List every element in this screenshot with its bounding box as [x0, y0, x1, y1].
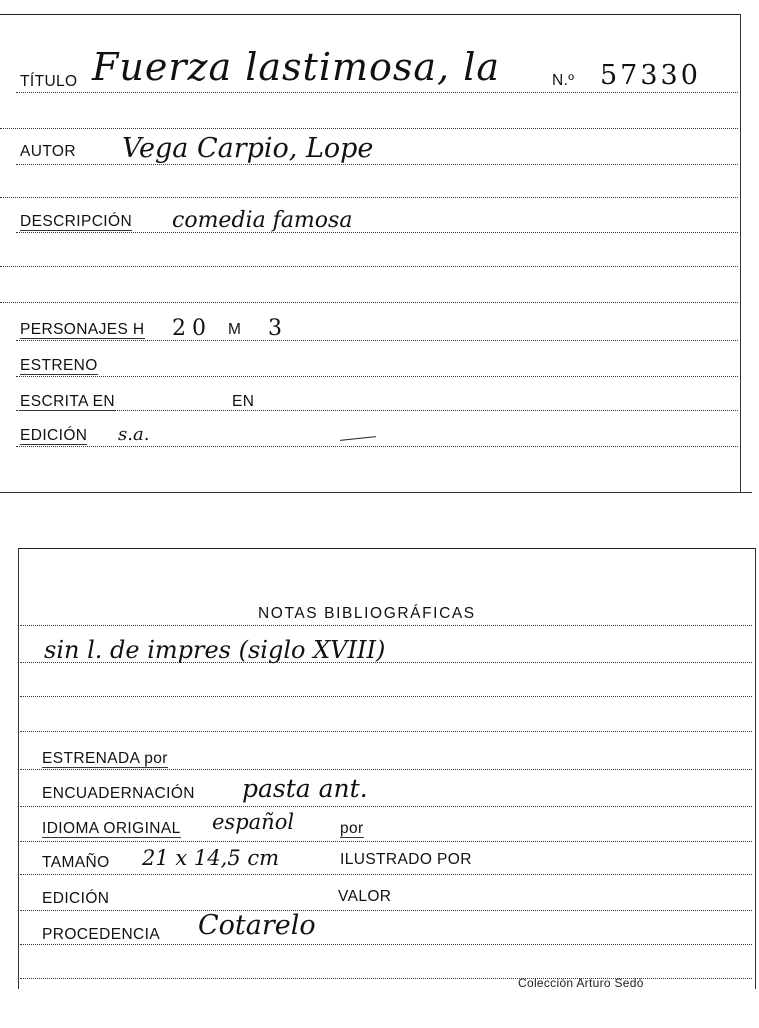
provenance-label: PROCEDENCIA [42, 926, 161, 943]
rule-premiere [16, 376, 738, 377]
number-value: 57330 [600, 60, 701, 91]
characters-women-value: 3 [268, 316, 282, 341]
characters-label: PERSONAJES H [20, 321, 145, 338]
title-label: TÍTULO [20, 73, 78, 90]
original-language-label: IDIOMA ORIGINAL [42, 820, 181, 837]
written-in-label: EN [232, 393, 255, 410]
original-language-value: español [212, 810, 295, 834]
premiere-label: ESTRENO [20, 357, 98, 374]
rule-original-language [20, 841, 752, 842]
characters-women-label: M [228, 321, 242, 338]
rule-size [20, 874, 752, 875]
number-label: N.º [552, 72, 575, 89]
rule-notes-3 [20, 731, 752, 732]
collection-footer: Colección Arturo Sedó [518, 976, 644, 990]
rule-description-3 [0, 302, 738, 303]
edition-label-bottom: EDICIÓN [42, 890, 110, 907]
rule-title [16, 92, 738, 93]
notes-heading: NOTAS BIBLIOGRÁFICAS [258, 605, 476, 622]
rule-author-2 [0, 197, 738, 198]
rule-provenance [20, 944, 752, 945]
illustrated-by-label: ILUSTRADO POR [340, 851, 472, 868]
author-value: Vega Carpio, Lope [122, 133, 374, 164]
rule-edition-bottom [20, 910, 752, 911]
rule-description-2 [0, 266, 738, 267]
rule-written [16, 410, 738, 411]
author-label: AUTOR [20, 143, 76, 160]
rule-title-2 [0, 128, 738, 129]
binding-label: ENCUADERNACIÓN [42, 785, 195, 802]
value-label: VALOR [338, 888, 392, 905]
edition-label-top: EDICIÓN [20, 427, 88, 444]
card-top-bottom-edge [0, 492, 752, 493]
description-value: comedia famosa [172, 208, 353, 233]
size-value: 21 x 14,5 cm [142, 846, 280, 870]
characters-men-value: 20 [172, 316, 212, 341]
rule-notes-2 [20, 696, 752, 697]
binding-value: pasta ant. [242, 774, 368, 803]
rule-notes-heading [20, 625, 752, 626]
rule-notes-1 [20, 662, 752, 663]
rule-edition [16, 446, 738, 447]
rule-author [16, 164, 738, 165]
provenance-value: Cotarelo [198, 910, 316, 941]
edition-value-top: s.a. [118, 424, 150, 445]
size-label: TAMAÑO [42, 854, 110, 871]
title-value: Fuerza lastimosa, la [92, 45, 501, 89]
rule-binding [20, 806, 752, 807]
notes-value: sin l. de impres (siglo XVIII) [44, 636, 386, 664]
rule-description [16, 232, 738, 233]
by-label: por [340, 820, 364, 837]
written-label: ESCRITA EN [20, 393, 116, 410]
description-label: DESCRIPCIÓN [20, 213, 133, 230]
rule-premiered-by [20, 769, 752, 770]
rule-characters [16, 340, 738, 341]
premiered-by-label: ESTRENADA por [42, 750, 168, 767]
